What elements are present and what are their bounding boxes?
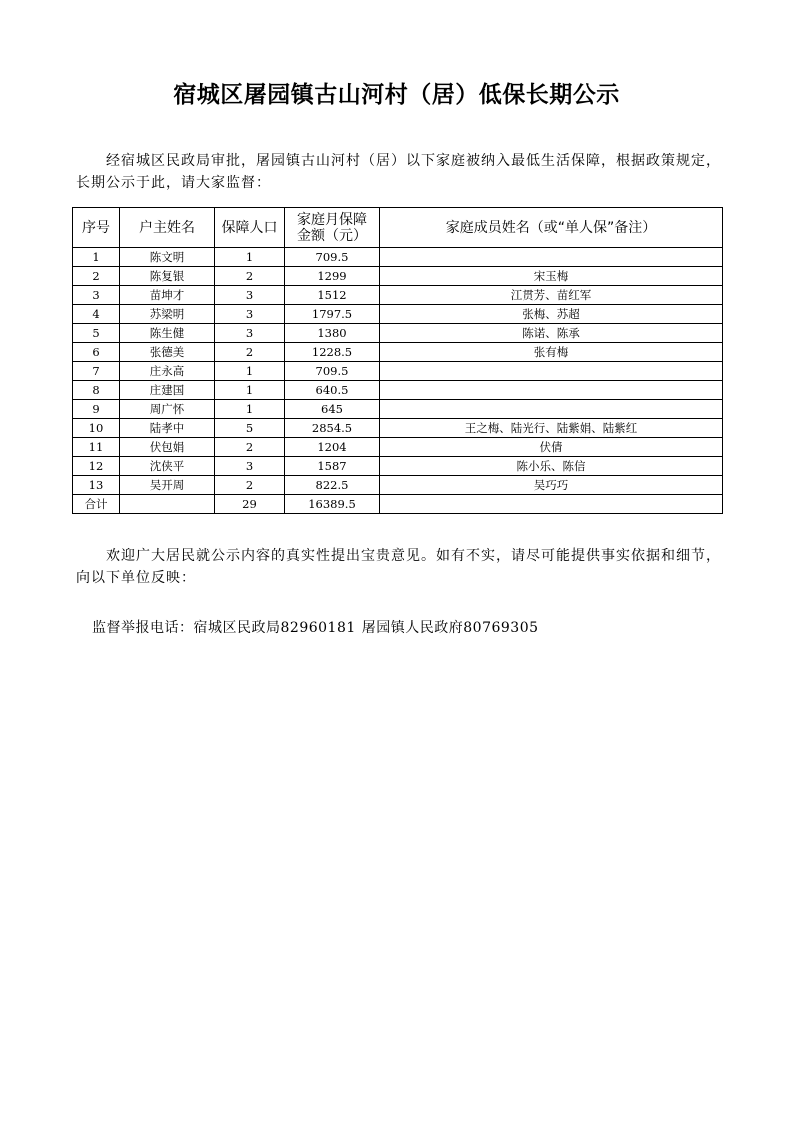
cell-members	[380, 381, 723, 400]
table-total-row	[73, 495, 723, 514]
cell-no: 13	[73, 476, 120, 495]
cell-no: 4	[73, 305, 120, 324]
total-amount: 16389.5	[285, 495, 380, 514]
cell-head: 吴开周	[120, 476, 215, 495]
cell-members: 宋玉梅	[380, 267, 723, 286]
cell-amount: 640.5	[285, 381, 380, 400]
cell-members: 陈小乐、陈信	[380, 457, 723, 476]
cell-count: 1	[215, 362, 285, 381]
hotline-label: 监督举报电话：	[92, 620, 194, 636]
table-row	[73, 457, 723, 476]
cell-members: 王之梅、陆光行、陆紫娟、陆紫红	[380, 419, 723, 438]
header-no: 序号	[73, 208, 120, 248]
cell-amount: 2854.5	[285, 419, 380, 438]
cell-members: 伏倩	[380, 438, 723, 457]
cell-count: 3	[215, 324, 285, 343]
cell-amount: 1204	[285, 438, 380, 457]
cell-no: 8	[73, 381, 120, 400]
cell-no: 2	[73, 267, 120, 286]
table-row	[73, 286, 723, 305]
cell-amount: 1228.5	[285, 343, 380, 362]
cell-head: 陈生健	[120, 324, 215, 343]
cell-no: 3	[73, 286, 120, 305]
cell-head: 陆孝中	[120, 419, 215, 438]
table-row	[73, 248, 723, 267]
cell-no: 10	[73, 419, 120, 438]
cell-amount: 1797.5	[285, 305, 380, 324]
cell-members	[380, 362, 723, 381]
cell-head: 张德美	[120, 343, 215, 362]
total-count: 29	[215, 495, 285, 514]
cell-amount: 1512	[285, 286, 380, 305]
table-body	[73, 248, 723, 514]
table-row	[73, 438, 723, 457]
cell-members	[380, 400, 723, 419]
page-title: 宿城区屠园镇古山河村（居）低保长期公示	[173, 82, 620, 108]
cell-members: 江贯芳、苗红军	[380, 286, 723, 305]
table-row	[73, 419, 723, 438]
cell-members: 张有梅	[380, 343, 723, 362]
table-row	[73, 267, 723, 286]
table-row	[73, 343, 723, 362]
intro-paragraph: 经宿城区民政局审批，屠园镇古山河村（居）以下家庭被纳入最低生活保障，根据政策规定，长期公示于此，请大家监督：	[76, 153, 721, 191]
header-household-head: 户主姓名	[120, 208, 215, 248]
cell-head: 伏包娟	[120, 438, 215, 457]
table-row	[73, 324, 723, 343]
cell-count: 2	[215, 267, 285, 286]
cell-head: 沈侠平	[120, 457, 215, 476]
cell-count: 3	[215, 305, 285, 324]
table-row	[73, 362, 723, 381]
header-covered-count: 保障人口	[215, 208, 285, 248]
table-row	[73, 381, 723, 400]
cell-members: 吴巧巧	[380, 476, 723, 495]
cell-count: 2	[215, 476, 285, 495]
cell-amount: 1380	[285, 324, 380, 343]
cell-no: 7	[73, 362, 120, 381]
cell-amount: 645	[285, 400, 380, 419]
cell-amount: 1299	[285, 267, 380, 286]
cell-head: 庄建国	[120, 381, 215, 400]
cell-members	[380, 248, 723, 267]
total-members	[380, 495, 723, 514]
cell-no: 1	[73, 248, 120, 267]
cell-no: 12	[73, 457, 120, 476]
cell-head: 苗坤才	[120, 286, 215, 305]
cell-count: 1	[215, 400, 285, 419]
cell-amount: 822.5	[285, 476, 380, 495]
cell-amount: 1587	[285, 457, 380, 476]
cell-count: 1	[215, 248, 285, 267]
cell-no: 5	[73, 324, 120, 343]
hotline-entry-town-government: 屠园镇人民政府80769305	[361, 620, 539, 636]
cell-count: 2	[215, 438, 285, 457]
cell-count: 3	[215, 286, 285, 305]
table-row	[73, 400, 723, 419]
hotline-entry-civil-affairs: 宿城区民政局82960181	[193, 620, 356, 636]
cell-members: 陈诺、陈承	[380, 324, 723, 343]
table-row	[73, 305, 723, 324]
cell-count: 2	[215, 343, 285, 362]
header-monthly-amount: 家庭月保障金额（元）	[285, 208, 380, 248]
table-row	[73, 476, 723, 495]
cell-count: 5	[215, 419, 285, 438]
table-header-row	[73, 208, 723, 248]
cell-amount: 709.5	[285, 248, 380, 267]
cell-count: 3	[215, 457, 285, 476]
total-label: 合计	[73, 495, 120, 514]
cell-no: 11	[73, 438, 120, 457]
cell-head: 周广怀	[120, 400, 215, 419]
cell-no: 9	[73, 400, 120, 419]
cell-head: 陈复银	[120, 267, 215, 286]
hotline-line	[92, 617, 539, 639]
total-head	[120, 495, 215, 514]
feedback-paragraph: 欢迎广大居民就公示内容的真实性提出宝贵意见。如有不实，请尽可能提供事实依据和细节，向以下单位反映：	[76, 548, 721, 586]
cell-head: 陈文明	[120, 248, 215, 267]
cell-head: 庄永高	[120, 362, 215, 381]
cell-no: 6	[73, 343, 120, 362]
subsistence-roster-table	[72, 207, 723, 514]
header-members: 家庭成员姓名（或“单人保”备注）	[380, 208, 723, 248]
cell-head: 苏梁明	[120, 305, 215, 324]
cell-amount: 709.5	[285, 362, 380, 381]
cell-count: 1	[215, 381, 285, 400]
cell-members: 张梅、苏超	[380, 305, 723, 324]
